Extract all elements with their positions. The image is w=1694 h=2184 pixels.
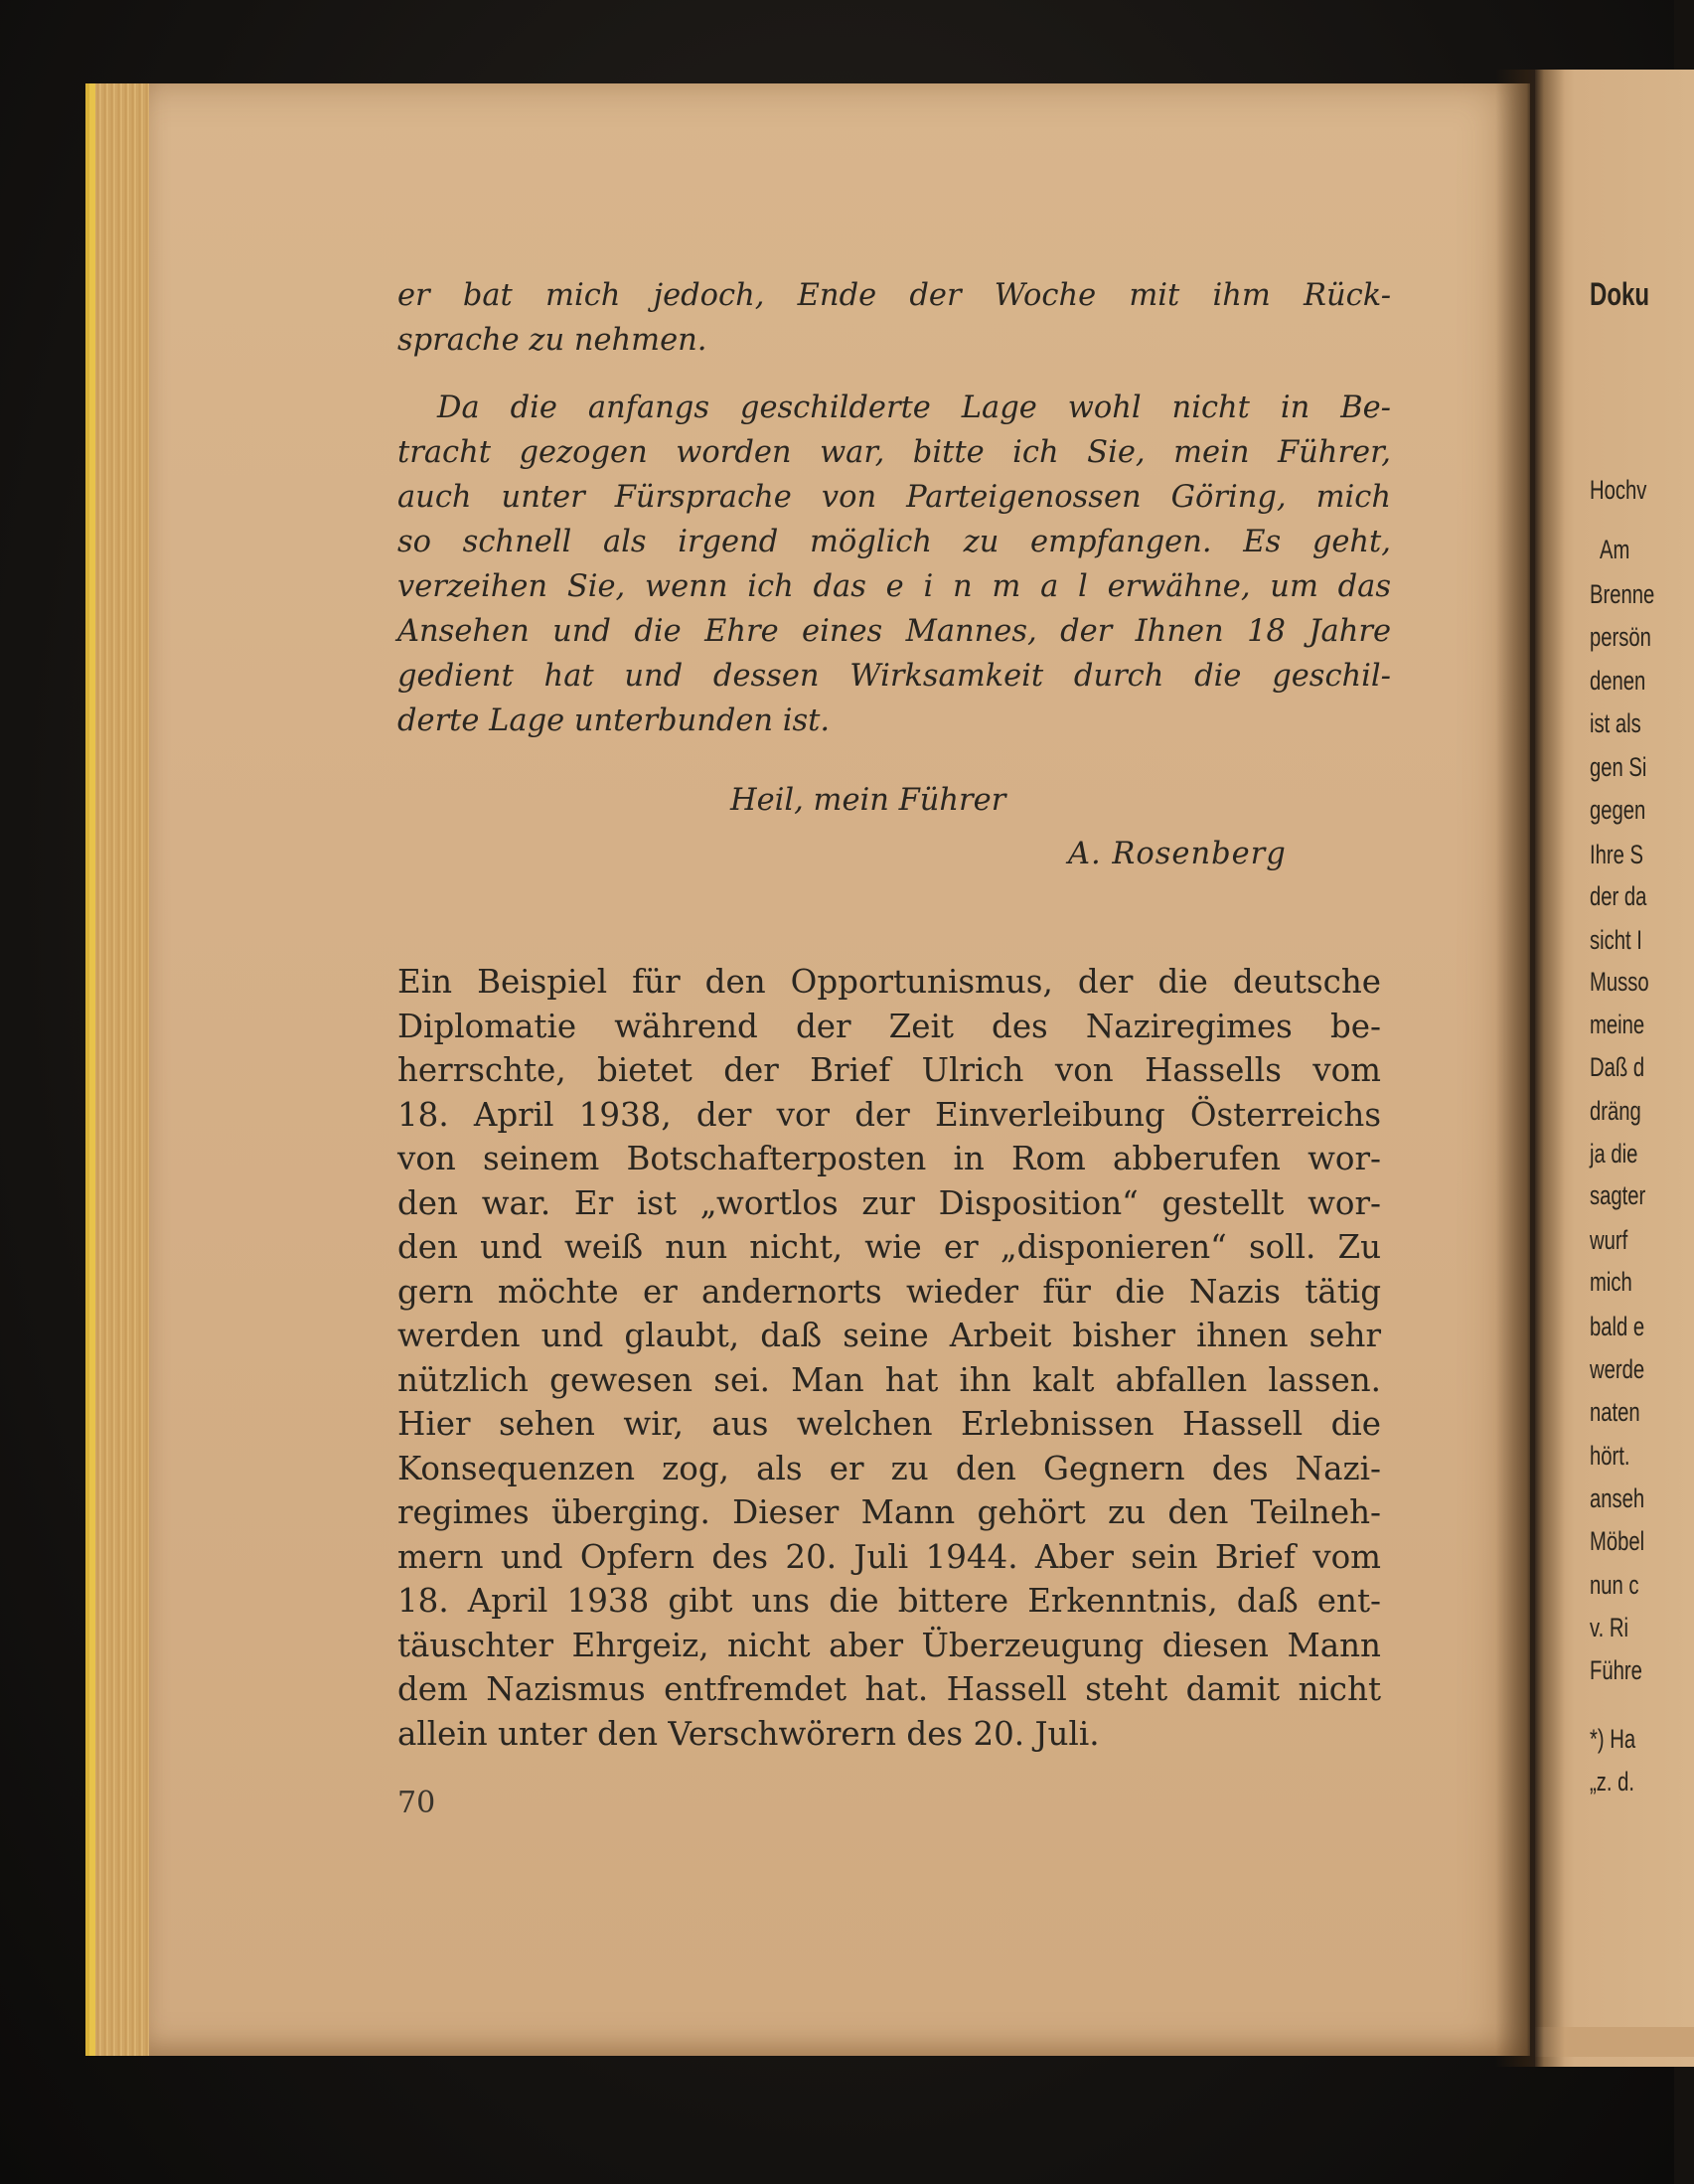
text-line: er bat mich jedoch, Ende der Woche mit ihm Rück-	[397, 278, 1391, 313]
commentary-paragraph	[397, 960, 1381, 1756]
right-page-line: der da	[1590, 881, 1647, 911]
text-line: allein unter den Verschwörern des 20. Juli.	[397, 1714, 1100, 1753]
right-page-line: ist als	[1590, 708, 1641, 738]
right-page-line: nun c	[1590, 1570, 1639, 1600]
right-page-line: denen	[1590, 666, 1646, 696]
right-page-line: hört.	[1590, 1441, 1630, 1471]
right-page-line: gegen	[1590, 795, 1646, 825]
text-line: von seinem Botschafterposten in Rom abberufen wor-	[397, 1140, 1381, 1177]
right-page-line: meine	[1590, 1010, 1645, 1039]
text-line: 18. April 1938 gibt uns die bittere Erkenntnis, daß ent-	[397, 1582, 1381, 1620]
right-page-line: bald e	[1590, 1312, 1645, 1341]
text-line: dem Nazismus entfremdet hat. Hassell steht damit nicht	[397, 1670, 1381, 1708]
text-line: mern und Opfern des 20. Juli 1944. Aber sein Brief vom	[397, 1537, 1381, 1576]
text-line: Da die anfangs geschilderte Lage wohl nicht in Be-	[437, 390, 1391, 425]
page-number: 70	[397, 1786, 436, 1820]
text-line: so schnell als irgend möglich zu empfangen. Es geht,	[397, 525, 1391, 559]
right-page-line: Musso	[1590, 967, 1649, 997]
book-gutter	[1495, 70, 1565, 2067]
right-page-line: naten	[1590, 1397, 1640, 1427]
right-page-line: Brenne	[1590, 579, 1655, 609]
text-line: den und weiß nun nicht, wie er „disponieren“ soll. Zu	[397, 1228, 1381, 1266]
right-page-line: persön	[1590, 622, 1651, 652]
right-page-heading: Doku	[1590, 276, 1649, 312]
text-line: auch unter Fürsprache von Parteigenossen Göring, mich	[397, 480, 1391, 515]
right-page-line: gen Si	[1590, 752, 1647, 782]
text-line: Ansehen und die Ehre eines Mannes, der Ihnen 18 Jahre	[397, 614, 1391, 649]
right-page-line: anseh	[1590, 1483, 1645, 1513]
text-line: werden und glaubt, daß seine Arbeit bisher ihnen sehr	[397, 1317, 1381, 1354]
right-page-line: wurf	[1590, 1225, 1628, 1255]
right-page-line: „z. d.	[1590, 1767, 1635, 1796]
right-page-line: ja die	[1590, 1139, 1638, 1169]
text-line: regimes überging. Dieser Mann gehört zu den Teilneh-	[397, 1493, 1381, 1531]
right-page-line: Daß d	[1590, 1052, 1645, 1082]
right-page-line: dräng	[1590, 1096, 1641, 1126]
right-page-line: sagter	[1590, 1180, 1646, 1210]
text-line: Hier sehen wir, aus welchen Erlebnissen Hassell die	[397, 1405, 1381, 1443]
text-line: derte Lage unterbunden ist.	[397, 703, 831, 738]
text-line: sprache zu nehmen.	[397, 323, 707, 358]
text-line: Diplomatie während der Zeit des Naziregimes be-	[397, 1007, 1381, 1045]
letter-salutation: Heil, mein Führer	[730, 783, 1006, 818]
letter-signature: A. Rosenberg	[1068, 837, 1287, 871]
right-page-line: *) Ha	[1590, 1724, 1636, 1754]
right-page-line: werde	[1590, 1354, 1645, 1384]
letter-paragraph	[397, 386, 1391, 743]
right-page-line: v. Ri	[1590, 1613, 1628, 1642]
text-line: gern möchte er andernorts wieder für die Nazis tätig	[397, 1272, 1381, 1311]
text-line: herrschte, bietet der Brief Ulrich von Hassells vom	[397, 1051, 1381, 1089]
text-line: tracht gezogen worden war, bitte ich Sie, mein Führer,	[397, 435, 1391, 470]
right-page-line: Ihre S	[1590, 840, 1644, 869]
text-line: gedient hat und dessen Wirksamkeit durch die geschil-	[397, 659, 1391, 694]
text-line: 18. April 1938, der vor der Einverleibung Österreichs	[397, 1095, 1381, 1134]
text-line: verzeihen Sie, wenn ich das e i n m a l erwähne, um das	[397, 569, 1391, 604]
text-line: Konsequenzen zog, als er zu den Gegnern des Nazi-	[397, 1449, 1381, 1487]
right-page-line: Führe	[1590, 1655, 1642, 1685]
right-page-line: Hochv	[1590, 475, 1647, 505]
right-page-line: Am	[1600, 535, 1630, 564]
text-line: den war. Er ist „wortlos zur Disposition“ gestellt wor-	[397, 1183, 1381, 1222]
right-page-text	[1590, 268, 1674, 1796]
text-line: nützlich gewesen sei. Man hat ihn kalt abfallen lassen.	[397, 1360, 1381, 1399]
text-line: Ein Beispiel für den Opportunismus, der die deutsche	[397, 963, 1381, 1001]
right-page-line: sicht I	[1590, 925, 1642, 955]
text-line: täuschter Ehrgeiz, nicht aber Überzeugung diesen Mann	[397, 1626, 1381, 1664]
right-page-line: Möbel	[1590, 1526, 1645, 1556]
right-page-line: mich	[1590, 1267, 1632, 1297]
letter-continuation	[397, 273, 1391, 363]
